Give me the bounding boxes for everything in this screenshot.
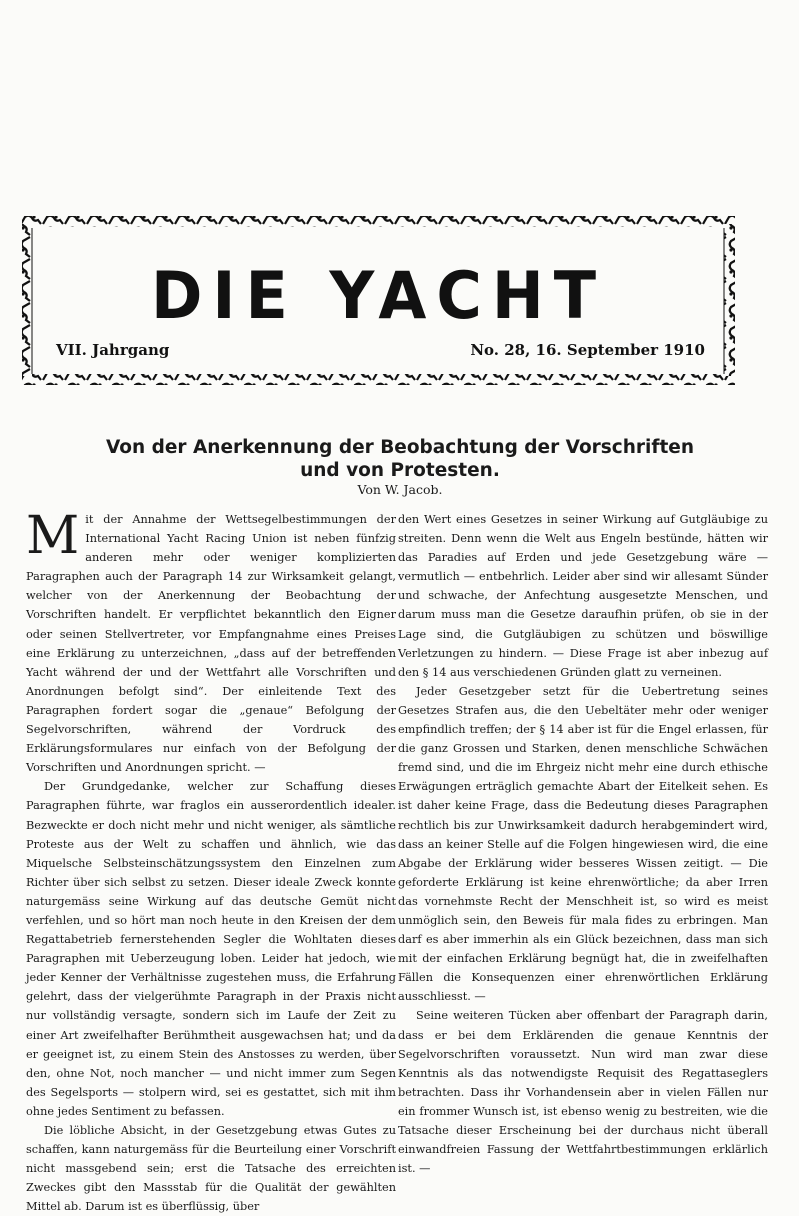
masthead — [20, 214, 737, 386]
paragraph — [26, 506, 396, 777]
left-column — [26, 506, 396, 1214]
issue-label: No. 28, 16. September 1910 — [470, 341, 705, 359]
paragraph: Die löbliche Absicht, in der Gesetzgebung etwas Gutes zu schaffen, kann naturgemäss für die Beurteilung einer Vorschrift nicht massgebend sein; erst die Tatsache des erreichten Zweckes gibt den Massstab für die Qualität der gewählten Mittel ab. Darum ist es überflüssig, über — [26, 1124, 396, 1214]
paragraph: Jeder Gesetzgeber setzt für die Uebertretung seines Gesetzes Strafen aus, die den Uebeltäter mehr oder weniger empfindlich treffen; der § 14 aber ist für die Engel erlassen, für die ganz Grossen und Starken, denen menschliche Schwächen fremd sind, und die im Ehrgeiz nicht mehr eine durch ethische Erwägungen erträglich gemachte Abart der Eitelkeit sehen. Es ist daher keine Frage, dass die Bedeutung dieses Paragraphen rechtlich bis zur Unwirksamkeit dadurch herabgemindert wird, dass an keiner Stelle auf die Folgen hingewiesen wird, die eine Abgabe der Erklärung wider besseres Wissen zeitigt. — Die geforderte Erklärung ist keine ehrenwörtliche; da aber Irren das vornehmste Recht der Menschheit ist, so wird es meist unmöglich sein, den Beweis für mala fides zu erbringen. Man darf es aber immerhin als ein Glück bezeichnen, dass man sich mit der einfachen Erklärung begnügt hat, die in zweifelhaften Fällen die Konsequenzen einer ehrenwörtlichen Erklärung ausschliesst. — — [398, 684, 768, 1004]
article-title-line-1: Von der Anerkennung der Beobachtung der Vorschriften — [105, 437, 695, 458]
paragraph: Seine weiteren Tücken aber offenbart der Paragraph darin, dass er bei dem Erklärenden die genaue Kenntnis der Segelvorschriften voraussetzt. Nun wird man zwar diese Kenntnis als das notwendigste Requisit des Regattaseglers betrachten. Dass ihr Vorhandensein aber in vielen Fällen nur ein frommer Wunsch ist, ist ebenso wenig zu bestreiten, wie die Tatsache dieser Erscheinung bei der durchaus nicht überall einwandfreien Fassung der Wettfahrtbestimmungen erklärlich ist. — — [398, 1009, 768, 1176]
article-author: Von W. Jacob. — [357, 482, 443, 497]
article-title — [60, 436, 740, 482]
paragraph: den Wert eines Gesetzes in seiner Wirkung auf Gutgläubige zu streiten. Denn wenn die Welt aus Engeln bestünde, hätten wir das Paradies auf Erden und jede Gesetzgebung wäre — vermutlich — entbehrlich. Leider aber sind wir allesamt Sünder und schwache, der Anfechtung ausgesetzte Menschen, und darum muss man die Gesetze daraufhin prüfen, ob sie in der Lage sind, die Gutgläubigen zu schützen und böswillige Verletzungen zu hindern. — Diese Frage ist aber inbezug auf den § 14 aus verschiedenen Gründen glatt zu verneinen. — [398, 513, 768, 679]
masthead-title: DIE YACHT — [150, 257, 607, 334]
paragraph: Der Grundgedanke, welcher zur Schaffung dieses Paragraphen führte, war fraglos ein ausserordentlich idealer. Bezweckte er doch nicht mehr und nicht weniger, als sämtliche Proteste aus der Welt zu schaffen und ähnlich, wie das Miquelsche Selbsteinschätzungssystem den Einzelnen zum Richter über sich selbst zu setzen. Dieser ideale Zweck konnte naturgemäss seine Wirkung auf das deutsche Gemüt nicht verfehlen, und so hört man noch heute in den Kreisen der dem Regattabetrieb fernerstehenden Segler die Wohltaten dieses Paragraphen mit Ueberzeugung loben. Leider hat jedoch, wie jeder Kenner der Verhältnisse zugestehen muss, die Erfahrung gelehrt, dass der vielgerühmte Paragraph in der Praxis nicht nur vollständig versagte, sondern sich im Laufe der Zeit zu einer Art zweifelhafter Berühmtheit ausgewachsen hat; und da er geeignet ist, zu einem Stein des Anstosses zu werden, über den, ohne Not, noch mancher — und nicht immer zum Segen des Segelsports — stolpern wird, sei es gestattet, sich mit ihm ohne jedes Sentiment zu befassen. — [26, 780, 396, 1118]
article-title-line-2: und von Protesten. — [300, 460, 500, 481]
paragraph-text: it der Annahme der Wettsegelbestimmungen der International Yacht Racing Union ist neben fünfzig anderen mehr oder weniger komplizierten Paragraphen auch der Paragraph 14 zur Wirksamkeit gelangt, welcher von der Anerkennung der Beobachtung der Vorschriften handelt. Er verpflichtet bekanntlich den Eigner oder seinen Stellvertreter, vor Empfangnahme eines Preises eine Erklärung zu unterzeichnen, „dass auf der betreffenden Yacht während der und der Wettfahrt alle Vorschriften und Anordnungen befolgt sind“. Der einleitende Text des Paragraphen fordert sogar die „genaue“ Befolgung der Segelvorschriften, während der Vordruck des Erklärungsformulares nur einfach von der Befolgung der Vorschriften und Anordnungen spricht. — — [26, 513, 396, 775]
drop-cap: M — [26, 506, 80, 566]
right-column — [398, 510, 768, 1176]
volume-label: VII. Jahrgang — [56, 341, 170, 359]
